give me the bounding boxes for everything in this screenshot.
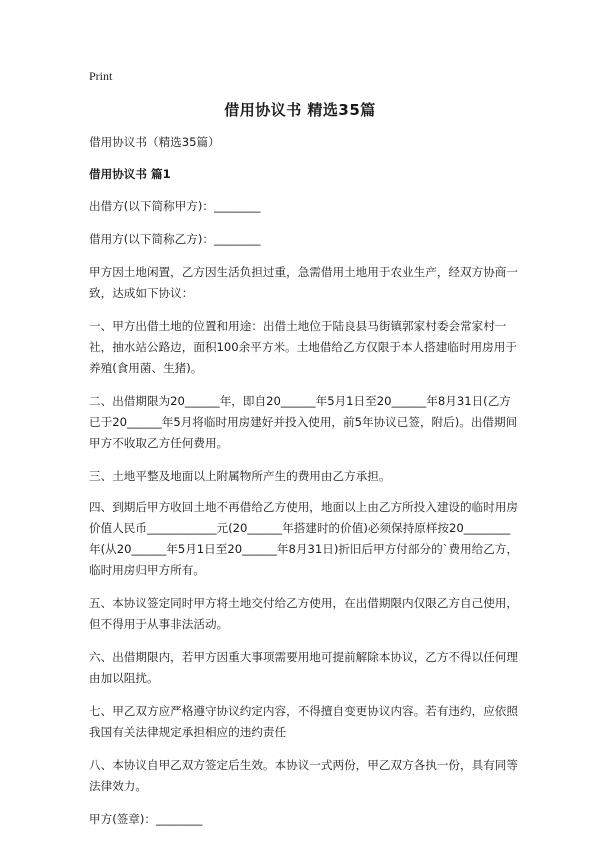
lender-line: 出借方(以下简称甲方)：________ bbox=[89, 199, 261, 213]
clause-7: 七、甲乙双方应严格遵守协议约定内容，不得擅自变更协议内容。若有违约，应依照我国有关法律规定承担相应的违约责任 bbox=[89, 704, 518, 739]
clause-1: 一、甲方出借土地的位置和用途：出借土地位于陆良县马街镇郭家村委会常家村一社，抽水站公路边，面积100余平方米。土地借给乙方仅限于本人搭建临时用房用于养殖(食用菌、生猪)。 bbox=[89, 319, 517, 375]
document-body bbox=[89, 132, 521, 842]
clause-3: 三、土地平整及地面以上附属物所产生的费用由乙方承担。 bbox=[89, 469, 391, 483]
clause-4: 四、到期后甲方收回土地不再借给乙方使用，地面以上由乙方所投入建设的临时用房价值人民币____________元(20______年搭建时的价值)必须保持原样按20________年(从20______年5月1日至20______年8月31日)折旧后甲方付部分的`费用给乙方，临时用房归甲方所有。 bbox=[89, 500, 519, 577]
clause-5: 五、本协议签定同时甲方将土地交付给乙方使用，在出借期限内仅限乙方自己使用，但不得用于从事非法活动。 bbox=[89, 596, 518, 631]
document-subtitle: 借用协议书（精选35篇） bbox=[89, 135, 220, 149]
clause-8: 八、本协议自甲乙双方签定后生效。本协议一式两份，甲乙双方各执一份，具有同等法律效力。 bbox=[89, 758, 518, 793]
clause-6: 六、出借期限内，若甲方因重大事项需要用地可提前解除本协议，乙方不得以任何理由加以阻扰。 bbox=[89, 650, 518, 685]
section-title: 借用协议书 篇1 bbox=[89, 167, 171, 181]
signature-line: 甲方(签章)：________ bbox=[89, 812, 203, 826]
intro-paragraph: 甲方因土地闲置，乙方因生活负担过重，急需借用土地用于农业生产，经双方协商一致，达成如下协议： bbox=[89, 265, 518, 300]
print-label[interactable]: Print bbox=[89, 69, 113, 83]
page-title: 借用协议书 精选35篇 bbox=[224, 101, 376, 119]
clause-2: 二、出借期限为20______年，即自20______年5月1日至20______年8月31日(乙方已于20______年5月将临时用房建好并投入使用，前5年协议已签，附后)。出借期间甲方不收取乙方任何费用。 bbox=[89, 394, 518, 450]
borrower-line: 借用方(以下简称乙方)：________ bbox=[89, 232, 261, 246]
